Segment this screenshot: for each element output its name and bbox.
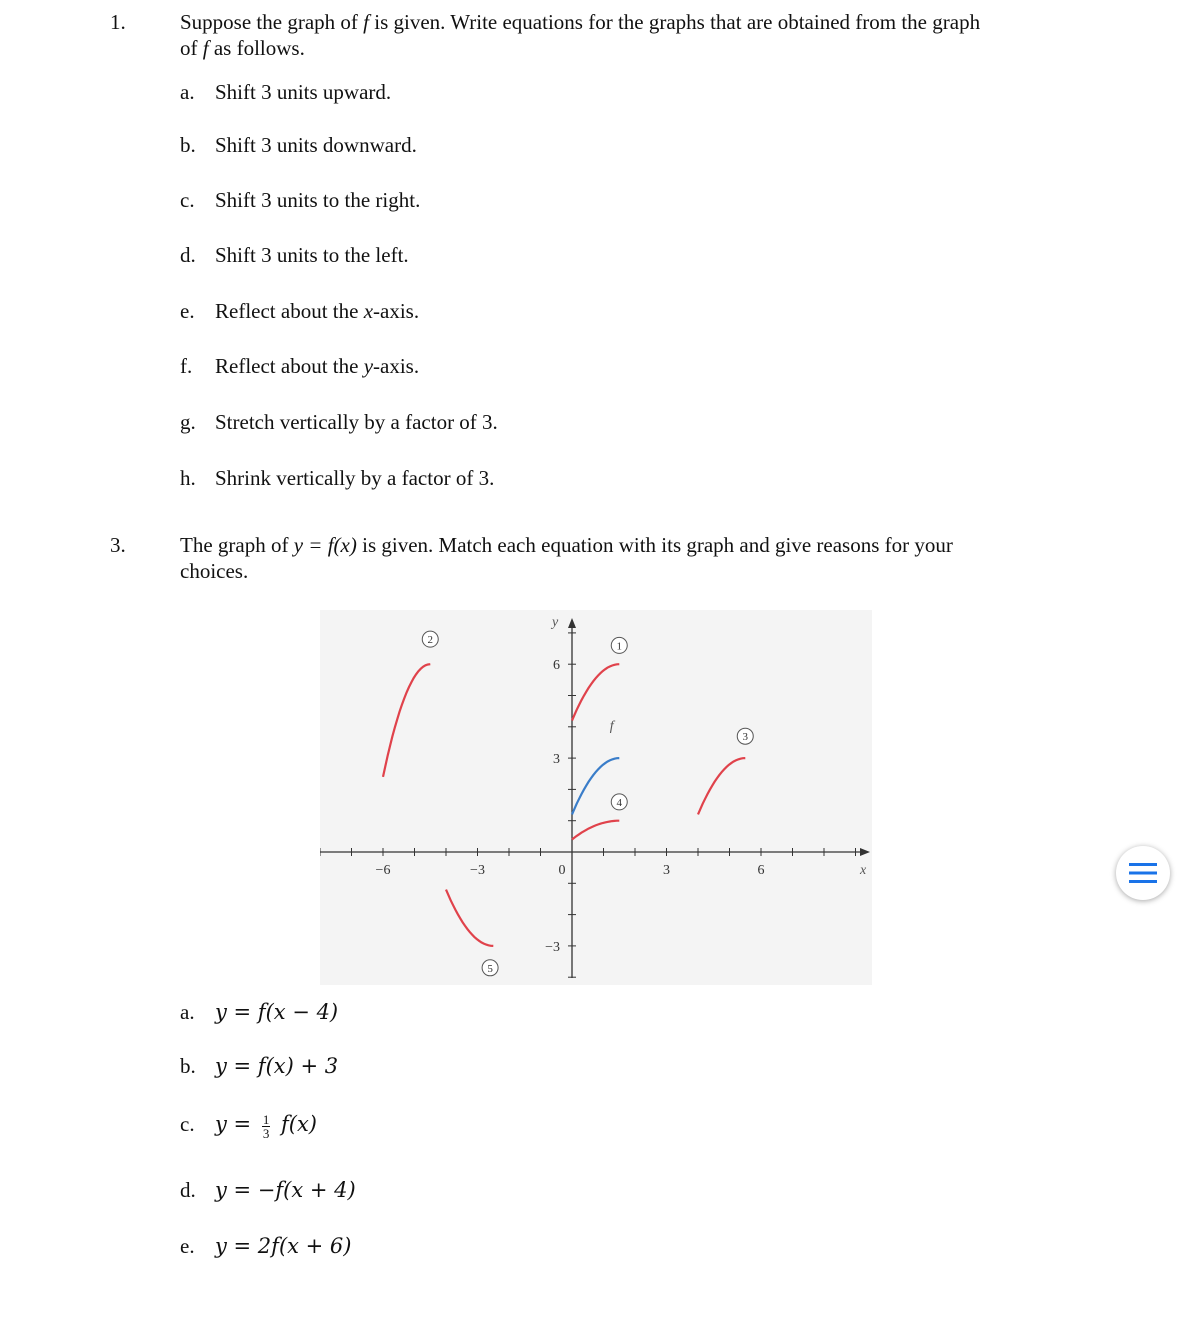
y-axis-arrow (568, 618, 576, 628)
function-graph (320, 610, 872, 985)
x-tick-label: 3 (663, 863, 670, 878)
problem-1-prompt: Suppose the graph of f is given. Write equations for the graphs that are obtained from the graph of f as follows. (180, 10, 981, 60)
problem-3-prompt: The graph of y = f(x) is given. Match each equation with its graph and give reasons for your choices. (180, 533, 953, 583)
hamburger-icon (1129, 862, 1157, 884)
x-tick-label: −3 (470, 863, 485, 878)
curve-label-4: 4 (616, 796, 622, 809)
problem-1-item-g: g. Stretch vertically by a factor of 3. (180, 410, 498, 434)
curve-1 (572, 664, 619, 720)
equation-b: b. y = f(x) + 3 (180, 1054, 339, 1078)
curve-label-1: 1 (616, 640, 622, 653)
y-tick-label: 3 (553, 752, 560, 768)
problem-1-number: 1. (110, 10, 126, 34)
problem-1-item-e: e. Reflect about the x-axis. (180, 299, 420, 323)
problem-1-item-c: c. Shift 3 units to the right. (180, 188, 421, 212)
problem-3-number: 3. (110, 533, 126, 557)
curve-2 (383, 664, 430, 777)
curve-label-5: 5 (487, 962, 493, 975)
equation-a: a. y = f(x − 4) (180, 1000, 339, 1024)
curve-label-f: f (609, 718, 614, 734)
x-tick-label: 6 (757, 863, 765, 878)
curve-3 (698, 758, 745, 814)
x-axis-label: x (860, 863, 867, 878)
x-tick-label: −6 (375, 863, 391, 878)
fraction: $\frac{1}{3}$ (262, 1111, 270, 1141)
y-axis-label: y (552, 615, 559, 630)
x-axis-arrow (860, 848, 870, 856)
menu-button[interactable] (1116, 846, 1170, 900)
problem-1-item-f: f. Reflect about the y-axis. (180, 354, 420, 378)
equation-d: d. y = −f(x + 4) (180, 1178, 356, 1202)
equation-e: e. y = 2f(x + 6) (180, 1234, 352, 1258)
curve-5 (446, 890, 493, 946)
y-tick-label: 6 (553, 658, 560, 674)
equation-c: c. y = $\frac{1}{3}$ f(x) (180, 1111, 317, 1141)
problem-1-item-d: d. Shift 3 units to the left. (180, 243, 409, 267)
y-tick-label: −3 (545, 939, 560, 955)
problem-1-item-a: a. Shift 3 units upward. (180, 80, 392, 104)
curve-label-3: 3 (742, 731, 748, 744)
curve-label-2: 2 (427, 634, 433, 647)
x-tick-label: 0 (558, 863, 566, 878)
problem-1-item-h: h. Shrink vertically by a factor of 3. (180, 466, 495, 490)
curve-4 (572, 821, 619, 840)
problem-1-item-b: b. Shift 3 units downward. (180, 133, 417, 157)
